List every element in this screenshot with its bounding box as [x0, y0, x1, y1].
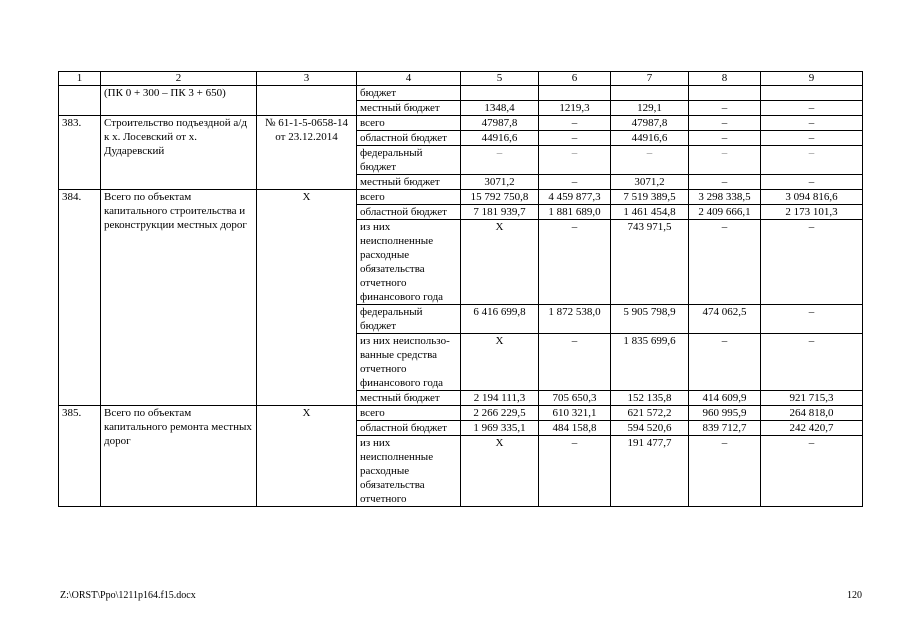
header-cell: 3: [257, 72, 357, 86]
value-cell: –: [539, 146, 611, 175]
value-cell: 1348,4: [461, 101, 539, 116]
value-cell: –: [539, 436, 611, 507]
value-cell: 621 572,2: [611, 406, 689, 421]
value-cell: –: [761, 436, 863, 507]
funding-type: местный бюджет: [357, 101, 461, 116]
value-cell: 1 881 689,0: [539, 205, 611, 220]
funding-type: областной бюджет: [357, 131, 461, 146]
value-cell: 7 519 389,5: [611, 190, 689, 205]
funding-type: всего: [357, 116, 461, 131]
value-cell: 610 321,1: [539, 406, 611, 421]
value-cell: 2 194 111,3: [461, 391, 539, 406]
header-cell: 6: [539, 72, 611, 86]
value-cell: 129,1: [611, 101, 689, 116]
value-cell: 1219,3: [539, 101, 611, 116]
value-cell: 1 835 699,6: [611, 334, 689, 391]
object-name: Всего по объектам капитального ремонта местных дорог: [101, 406, 257, 507]
funding-type: из них неисполненные расходные обязательства отчетного финансового года: [357, 220, 461, 305]
value-cell: Х: [461, 220, 539, 305]
value-cell: 2 173 101,3: [761, 205, 863, 220]
header-row: [59, 72, 863, 86]
value-cell: 47987,8: [611, 116, 689, 131]
value-cell: 4 459 877,3: [539, 190, 611, 205]
value-cell: –: [689, 436, 761, 507]
value-cell: 705 650,3: [539, 391, 611, 406]
value-cell: 44916,6: [461, 131, 539, 146]
funding-type: областной бюджет: [357, 205, 461, 220]
value-cell: 921 715,3: [761, 391, 863, 406]
value-cell: [539, 86, 611, 101]
value-cell: 839 712,7: [689, 421, 761, 436]
value-cell: [761, 86, 863, 101]
value-cell: Х: [461, 436, 539, 507]
row-number: 383.: [59, 116, 101, 190]
row-number: 385.: [59, 406, 101, 507]
value-cell: 1 969 335,1: [461, 421, 539, 436]
header-cell: 2: [101, 72, 257, 86]
header-cell: 7: [611, 72, 689, 86]
funding-type: областной бюджет: [357, 421, 461, 436]
value-cell: 3 094 816,6: [761, 190, 863, 205]
value-cell: 414 609,9: [689, 391, 761, 406]
value-cell: 242 420,7: [761, 421, 863, 436]
value-cell: –: [761, 146, 863, 175]
table-row: [59, 86, 863, 101]
value-cell: –: [689, 334, 761, 391]
header-cell: 9: [761, 72, 863, 86]
value-cell: –: [539, 175, 611, 190]
budget-table: [58, 71, 863, 507]
value-cell: –: [611, 146, 689, 175]
header-cell: 5: [461, 72, 539, 86]
value-cell: –: [689, 131, 761, 146]
value-cell: –: [761, 334, 863, 391]
header-cell: 1: [59, 72, 101, 86]
value-cell: –: [761, 175, 863, 190]
funding-type: из них неиспользо-ванные средства отчетного финансового года: [357, 334, 461, 391]
value-cell: 47987,8: [461, 116, 539, 131]
value-cell: 6 416 699,8: [461, 305, 539, 334]
value-cell: –: [761, 116, 863, 131]
value-cell: [689, 86, 761, 101]
value-cell: –: [539, 334, 611, 391]
value-cell: –: [689, 101, 761, 116]
value-cell: 1 872 538,0: [539, 305, 611, 334]
table-row: [59, 116, 863, 131]
funding-type: всего: [357, 406, 461, 421]
funding-type: из них неисполненные расходные обязательства отчетного: [357, 436, 461, 507]
value-cell: 2 266 229,5: [461, 406, 539, 421]
value-cell: 743 971,5: [611, 220, 689, 305]
value-cell: –: [761, 305, 863, 334]
value-cell: –: [689, 116, 761, 131]
value-cell: –: [689, 146, 761, 175]
funding-type: федеральный бюджет: [357, 146, 461, 175]
value-cell: Х: [461, 334, 539, 391]
value-cell: –: [761, 101, 863, 116]
value-cell: 960 995,9: [689, 406, 761, 421]
header-cell: 8: [689, 72, 761, 86]
table-row: [59, 190, 863, 205]
funding-type: местный бюджет: [357, 391, 461, 406]
value-cell: 3071,2: [611, 175, 689, 190]
value-cell: 2 409 666,1: [689, 205, 761, 220]
value-cell: 484 158,8: [539, 421, 611, 436]
value-cell: 3071,2: [461, 175, 539, 190]
value-cell: 3 298 338,5: [689, 190, 761, 205]
funding-type: бюджет: [357, 86, 461, 101]
page-number: 120: [847, 590, 862, 601]
value-cell: 7 181 939,7: [461, 205, 539, 220]
value-cell: –: [689, 220, 761, 305]
value-cell: –: [539, 131, 611, 146]
value-cell: 15 792 750,8: [461, 190, 539, 205]
funding-type: всего: [357, 190, 461, 205]
value-cell: –: [689, 175, 761, 190]
row-number: 384.: [59, 190, 101, 406]
value-cell: 152 135,8: [611, 391, 689, 406]
funding-type: местный бюджет: [357, 175, 461, 190]
object-name: Строительство подъездной а/д к х. Лосевский от х. Дударевский: [101, 116, 257, 190]
value-cell: 264 818,0: [761, 406, 863, 421]
object-name: Всего по объектам капитального строительства и реконструкции местных дорог: [101, 190, 257, 406]
footer-file-path: Z:\ORST\Ppo\1211p164.f15.docx: [60, 590, 196, 601]
value-cell: [461, 86, 539, 101]
row-number: [59, 86, 101, 116]
value-cell: 474 062,5: [689, 305, 761, 334]
object-name: (ПК 0 + 300 – ПК 3 + 650): [101, 86, 257, 116]
value-cell: 5 905 798,9: [611, 305, 689, 334]
value-cell: 1 461 454,8: [611, 205, 689, 220]
value-cell: [611, 86, 689, 101]
header-cell: 4: [357, 72, 461, 86]
document-ref: Х: [257, 406, 357, 507]
value-cell: –: [461, 146, 539, 175]
value-cell: –: [539, 116, 611, 131]
value-cell: –: [761, 220, 863, 305]
value-cell: –: [761, 131, 863, 146]
value-cell: 44916,6: [611, 131, 689, 146]
value-cell: –: [539, 220, 611, 305]
funding-type: федеральный бюджет: [357, 305, 461, 334]
document-ref: [257, 86, 357, 116]
table-row: [59, 406, 863, 421]
document-ref: Х: [257, 190, 357, 406]
value-cell: 594 520,6: [611, 421, 689, 436]
value-cell: 191 477,7: [611, 436, 689, 507]
document-ref: № 61-1-5-0658-14 от 23.12.2014: [257, 116, 357, 190]
